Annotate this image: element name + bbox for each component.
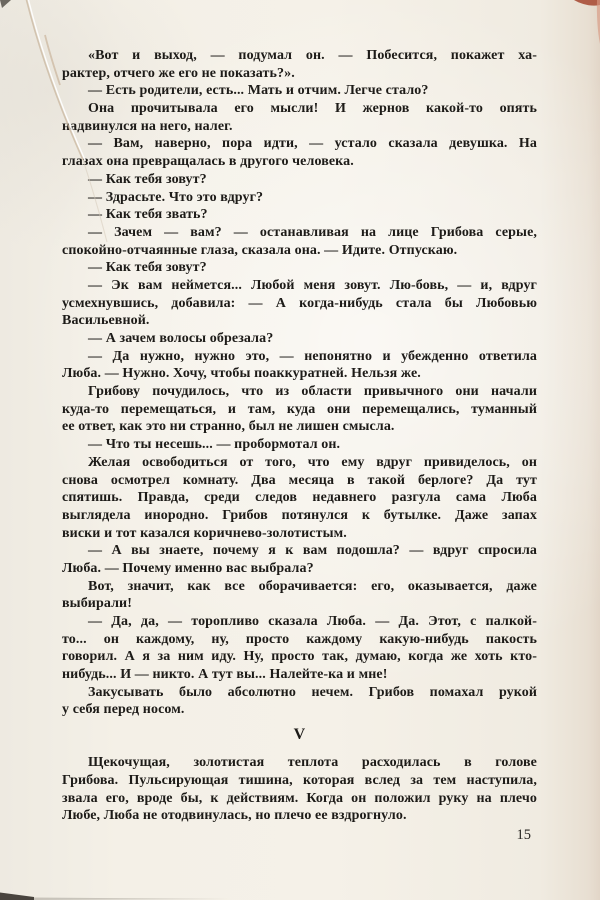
text-line: — А вы знаете, почему я к вам подошла? — вдруг спросила <box>88 543 537 559</box>
top-right-corner-stain <box>574 0 600 44</box>
text-line: — Что ты несешь... — пробормотал он. <box>88 437 341 453</box>
text-line: — Да, да, — торопливо сказала Люба. — Да. Этот, с палкой- <box>88 614 537 629</box>
page-text-part1 <box>62 47 537 719</box>
text-line: Закусывать было абсолютно нечем. Грибов помахал рукой <box>88 684 537 700</box>
text-line: выбирали! <box>62 596 132 612</box>
text-line: — Здрасьте. Что это вдруг? <box>88 189 264 205</box>
text-line: — Как тебя звать? <box>88 207 208 223</box>
text-line: Щекочущая, золотистая теплота расходилась в голове <box>88 755 537 771</box>
section-heading: V <box>293 726 306 744</box>
text-line: Люба. — Нужно. Хочу, чтобы поаккуратней. Нельзя же. <box>62 366 421 382</box>
text-line: — Вам, наверно, пора идти, — устало сказала девушка. На <box>88 136 537 152</box>
text-line: Васильевной. <box>62 313 150 329</box>
text-line: — Зачем — вам? — останавливая на лице Грибова серые, <box>88 224 537 240</box>
text-line: то... он каждому, ну, просто каждому какую-нибудь пакость <box>62 631 537 647</box>
text-line: усмехнувшись, добавила: — А когда-нибудь стала бы Любовью <box>62 295 537 311</box>
text-line: — Эк вам неймется... Любой меня зовут. Лю-бовь, — и, вдруг <box>88 277 537 293</box>
text-line: выглядела инородно. Грибов потянулся к бутылке. Даже запах <box>62 507 537 523</box>
page-text-part2 <box>62 754 537 825</box>
text-line: глазах она превращалась в другого человека. <box>62 154 354 170</box>
text-line: снова осмотрел комнату. Два месяца в такой берлоге? Да тут <box>62 472 537 488</box>
text-line: Любе, Люба не отодвинулась, но плечо ее вздрогнуло. <box>62 808 407 824</box>
page-number: 15 <box>516 827 531 843</box>
text-line: виски и тот казался коричнево-золотистым. <box>62 525 347 541</box>
text-line: «Вот и выход, — подумал он. — Побесится, покажет ха- <box>88 48 537 63</box>
text-line: надвинулся на него, налег. <box>62 118 233 134</box>
text-line: Желая освободиться от того, что ему вдруг привиделось, он <box>88 454 537 470</box>
page-text <box>62 47 537 825</box>
text-line: рактер, отчего же его не показать?». <box>62 65 295 81</box>
text-line: Грибова. Пульсирующая тишина, которая вслед за тем наступила, <box>62 772 537 788</box>
text-line: Она прочитывала его мысли! И жернов какой-то опять <box>88 101 537 117</box>
text-line: Люба. — Почему именно вас выбрала? <box>62 560 314 576</box>
text-line: у себя перед носом. <box>62 702 185 718</box>
text-line: — Есть родители, есть... Мать и отчим. Легче стало? <box>88 83 429 99</box>
text-line: — А зачем волосы обрезала? <box>88 331 274 346</box>
text-line: — Да нужно, нужно это, — непонятно и убежденно ответила <box>88 348 537 364</box>
text-line: спокойно-отчаянные глаза, сказала она. — Идите. Отпускаю. <box>62 242 458 258</box>
text-line: ее ответ, как это ни странно, был не лишен смысла. <box>62 419 395 435</box>
text-line: — Как тебя зовут? <box>88 171 207 187</box>
text-line: Вот, значит, как все оборачивается: его, оказывается, даже <box>88 578 537 594</box>
text-line: Грибову почудилось, что из области привычного они начали <box>88 384 537 400</box>
top-left-corner-mark <box>0 0 11 8</box>
text-line: спятишь. Правда, среди следов недавнего разгула сама Люба <box>62 490 537 506</box>
bottom-left-edge-mark <box>0 893 34 900</box>
text-line: говорил. А я за ним иду. Ну, просто так, думаю, когда же хоть кто- <box>62 649 537 665</box>
text-line: куда-то перемещаться, и там, куда они перемещались, туманный <box>62 401 537 417</box>
text-line: — Как тебя зовут? <box>88 260 207 276</box>
text-line: звала его, вроде бы, к действиям. Когда он положил руку на плечо <box>62 790 537 806</box>
text-line: нибудь... И — никто. А тут вы... Налейте-ка и мне! <box>62 667 388 683</box>
